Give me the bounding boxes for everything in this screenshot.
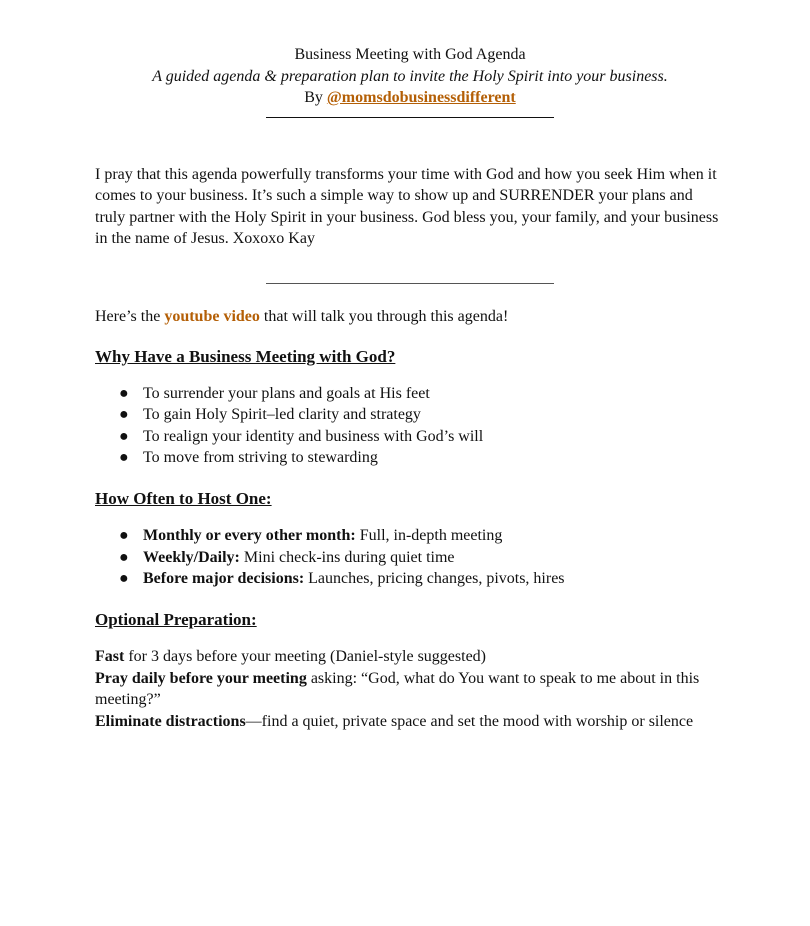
- video-line: [95, 306, 725, 328]
- youtube-video-link[interactable]: youtube video: [164, 307, 260, 325]
- bullet-icon: ●: [119, 449, 129, 466]
- prep-line-text: asking: “God, what do You want to speak to me about in this meeting?”: [95, 669, 700, 708]
- prep-line-bold: Fast: [95, 648, 125, 665]
- list-item-text: To gain Holy Spirit–led clarity and strategy: [143, 406, 421, 423]
- list-item: [95, 426, 725, 448]
- document-subtitle: A guided agenda & preparation plan to invite the Holy Spirit into your business.: [152, 67, 668, 85]
- video-line-before: Here’s the: [95, 307, 165, 325]
- list-item: [95, 447, 725, 469]
- list-item-bold: Before major decisions:: [143, 570, 305, 587]
- list-item-bold: Weekly/Daily:: [143, 548, 240, 566]
- bullet-icon: ●: [119, 427, 129, 445]
- list-item: [95, 404, 725, 426]
- bullet-icon: ●: [119, 384, 129, 402]
- prep-line-bold: Pray daily before your meeting: [95, 669, 307, 687]
- list-item-text: Launches, pricing changes, pivots, hires: [304, 570, 565, 587]
- list-item-text: To move from striving to stewarding: [143, 449, 378, 466]
- prep-line: [95, 668, 725, 711]
- prep-line: [95, 646, 725, 668]
- list-item: [95, 383, 725, 405]
- list-item-text: Full, in-depth meeting: [355, 527, 503, 544]
- author-handle-link[interactable]: @momsdobusinessdifferent: [326, 89, 516, 106]
- byline: [95, 87, 725, 109]
- why-heading: Why Have a Business Meeting with God?: [95, 347, 396, 366]
- preparation-heading: Optional Preparation:: [95, 609, 257, 629]
- list-item-text: Mini check-ins during quiet time: [239, 548, 455, 566]
- byline-prefix: By: [304, 89, 327, 106]
- how-often-heading: How Often to Host One:: [95, 488, 272, 508]
- list-item-bold: Monthly or every other month:: [143, 527, 356, 544]
- bullet-icon: ●: [119, 570, 129, 587]
- bullet-icon: ●: [119, 548, 129, 566]
- list-item: [95, 525, 725, 547]
- prep-line-text: —find a quiet, private space and set the mood with worship or silence: [245, 712, 694, 730]
- video-line-after: that will talk you through this agenda!: [259, 307, 509, 325]
- how-often-list: [95, 525, 725, 590]
- list-item: [95, 568, 725, 590]
- document-page: [95, 44, 725, 732]
- prep-line: [95, 711, 725, 733]
- bullet-icon: ●: [119, 406, 129, 423]
- why-list: [95, 383, 725, 469]
- bullet-icon: ●: [119, 527, 129, 544]
- prep-line-text: for 3 days before your meeting (Daniel-style suggested): [124, 648, 486, 665]
- list-item-text: To surrender your plans and goals at His feet: [143, 384, 430, 402]
- intro-paragraph: I pray that this agenda powerfully transforms your time with God and how you seek Him when it comes to your business. It’s such a simple way to show up and SURRENDER your plans and truly partner with the Holy Spirit in your business. God bless you, your family, and your business in the name of Jesus. Xoxoxo Kay: [95, 165, 719, 247]
- list-item: [95, 547, 725, 569]
- list-item-text: To realign your identity and business with God’s will: [143, 427, 484, 445]
- document-title: Business Meeting with God Agenda: [294, 46, 526, 63]
- prep-line-bold: Eliminate distractions: [95, 712, 246, 730]
